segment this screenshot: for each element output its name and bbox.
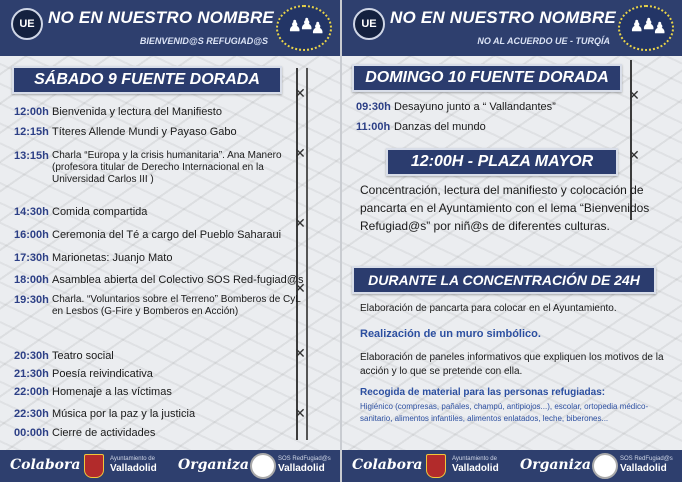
list-item: 21:30h Poesía reivindicativa	[14, 368, 153, 380]
colabora-label: Colabora	[10, 457, 81, 473]
conc-item-wall: Realización de un muro simbólico.	[360, 328, 541, 340]
list-item: 00:00h Cierre de actividades	[14, 427, 156, 439]
concentration-banner: DURANTE LA CONCENTRACIÓN DE 24H	[352, 266, 656, 294]
sos-city-label: Valladolid	[278, 463, 325, 474]
list-item: 19:30h Charla. “Voluntarios sobre el Terreno” Bomberos de CyL en Lesbos (G-Fire y Bomberos en Acción)	[14, 294, 301, 317]
ayuntamiento-label: Ayuntamiento de	[110, 456, 155, 462]
list-item: 18:00h Asamblea abierta del Colectivo SOS Red-fugiad@s	[14, 274, 304, 286]
sos-label: SOS RedFugiad@s	[278, 456, 331, 462]
valladolid-shield-icon	[426, 454, 446, 478]
right-footer	[342, 450, 682, 482]
list-item: 20:30h Teatro social	[14, 350, 114, 362]
list-item: 22:30h Música por la paz y la justicia	[14, 408, 196, 420]
ayuntamiento-label: Ayuntamiento de	[452, 456, 497, 462]
conc-item-collection-body: Higiénico (compresas, pañales, champú, antipiojos...), escolar, ortopedia médico-sanitario, alimentos infantiles, alimentos enlatados, leche, biberones...	[360, 402, 649, 423]
ue-logo-icon: UE	[353, 8, 385, 40]
list-item: 14:30h Comida compartida	[14, 206, 148, 218]
barbed-wire-icon: ✕ ✕ ✕ ✕ ✕ ✕	[296, 68, 308, 440]
list-item: 17:30h Marionetas: Juanjo Mato	[14, 252, 173, 264]
sunday-banner: DOMINGO 10 FUENTE DORADA	[352, 64, 622, 92]
refugees-emblem-icon: ♟ ♟ ♟	[618, 5, 674, 51]
right-header	[342, 0, 682, 56]
sos-logo-icon	[250, 453, 276, 479]
header-title: NO EN NUESTRO NOMBRE	[390, 8, 616, 27]
sos-label: SOS RedFugiad@s	[620, 456, 673, 462]
organiza-label: Organiza	[520, 457, 591, 473]
ue-logo-icon: UE	[11, 8, 43, 40]
city-label: Valladolid	[452, 463, 499, 474]
list-item: 12:15h Títeres Allende Mundi y Payaso Gabo	[14, 126, 237, 138]
city-label: Valladolid	[110, 463, 157, 474]
list-item: 13:15h Charla “Europa y la crisis humanitaria”. Ana Manero (profesora titular de Derecho Internacional en la Universidad Carlos III )	[14, 150, 282, 185]
left-footer	[0, 450, 340, 482]
refugees-emblem-icon: ♟ ♟ ♟	[276, 5, 332, 51]
right-panel	[342, 0, 682, 482]
conc-item-collection-title: Recogida de material para las personas refugiadas:	[360, 387, 606, 398]
list-item: 22:00h Homenaje a las víctimas	[14, 386, 172, 398]
left-panel	[0, 0, 340, 482]
plaza-banner: 12:00H - PLAZA MAYOR	[386, 148, 618, 176]
list-item: 16:00h Ceremonia del Té a cargo del Pueblo Saharaui	[14, 229, 282, 241]
sos-city-label: Valladolid	[620, 463, 667, 474]
plaza-description: Concentración, lectura del manifiesto y colocación de pancarta en el Ayuntamiento con el lema “Bienvenidos Refugiad@s” por niñ@s de diferentes culturas.	[360, 183, 650, 233]
list-item: 09:30h Desayuno junto a “ Vallandantes”	[356, 101, 556, 113]
colabora-label: Colabora	[352, 457, 423, 473]
list-item: 12:00h Bienvenida y lectura del Manifiesto	[14, 106, 222, 118]
valladolid-shield-icon	[84, 454, 104, 478]
left-header	[0, 0, 340, 56]
conc-item-panels: Elaboración de paneles informativos que expliquen los motivos de la acción y lo que se pretende con ella.	[360, 352, 664, 377]
barbed-wire-icon: ✕ ✕	[630, 60, 638, 220]
header-title: NO EN NUESTRO NOMBRE	[48, 8, 274, 27]
list-item: 11:00h Danzas del mundo	[356, 121, 486, 133]
conc-item-banner: Elaboración de pancarta para colocar en el Ayuntamiento.	[360, 303, 617, 314]
saturday-banner: SÁBADO 9 FUENTE DORADA	[12, 66, 282, 94]
header-subtitle: NO AL ACUERDO UE - TURQÍA	[477, 36, 610, 46]
sos-logo-icon	[592, 453, 618, 479]
organiza-label: Organiza	[178, 457, 249, 473]
header-subtitle: BIENVENID@S REFUGIAD@S	[139, 36, 268, 46]
